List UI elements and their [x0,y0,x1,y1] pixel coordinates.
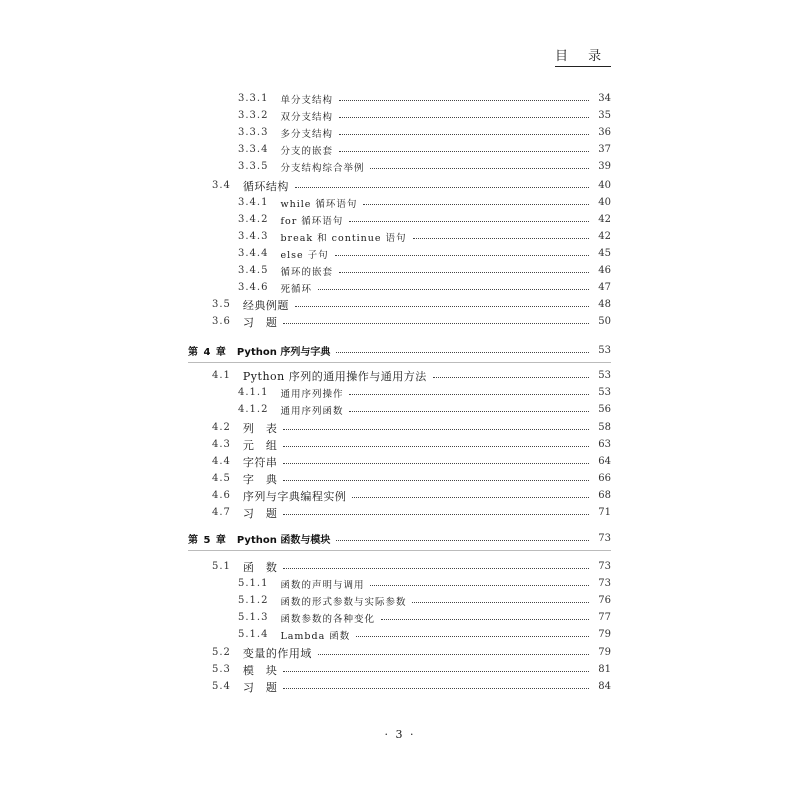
toc-dot-leader [318,289,589,290]
toc-dot-leader [283,429,589,430]
toc-entry-number: 4.2 [212,422,231,433]
toc-entry-page: 53 [598,387,611,398]
chapter-separator-line [188,362,611,363]
toc-entry-page: 77 [598,612,611,623]
toc-dot-leader [283,323,589,324]
toc-entry-title: 变量的作用域 [242,646,312,660]
toc-dot-leader [283,671,589,672]
toc-entry-number: 5.1.1 [238,578,269,589]
toc-dot-leader [349,221,589,222]
toc-subsection-entry [238,211,611,228]
toc-entry-number: 3.3.1 [238,93,269,104]
toc-subsection-entry [238,626,611,643]
toc-dot-leader [283,463,589,464]
toc-section-entry [212,470,611,487]
toc-entry-page: 73 [598,561,611,572]
toc-entry-title: Python 序列与字典 [236,347,331,358]
toc-subsection-entry [238,124,611,141]
toc-subsection-entry [238,609,611,626]
toc-entry-page: 63 [598,439,611,450]
toc-entry-number: 4.3 [212,439,231,450]
toc-subsection-entry [238,245,611,262]
toc-dot-leader [413,238,589,239]
toc-subsection-entry [238,158,611,175]
toc-entry-title: 双分支结构 [280,111,333,123]
toc-entry-page: 40 [598,180,611,191]
toc-entry-title: 循环结构 [242,179,289,193]
toc-subsection-entry [238,228,611,245]
toc-entry-title: 分支的嵌套 [280,145,333,157]
toc-entry-title: Python 序列的通用操作与通用方法 [242,369,427,383]
toc-entry-page: 45 [598,248,611,259]
toc-dot-leader [363,204,589,205]
toc-dot-leader [295,187,589,188]
toc-dot-leader [283,446,589,447]
toc-entry-title: 函数的形式参数与实际参数 [280,596,407,608]
toc-entry-page: 81 [598,664,611,675]
toc-entry-number: 3.4 [212,180,231,191]
toc-dot-leader [283,480,589,481]
toc-entry-page: 48 [598,299,611,310]
toc-dot-leader [370,585,589,586]
toc-entry-title: 函数的声明与调用 [280,579,365,591]
toc-entry-number: 3.5 [212,299,231,310]
toc-entry-title: 循环的嵌套 [280,266,333,278]
toc-subsection-entry [238,107,611,124]
toc-entry-page: 40 [598,197,611,208]
toc-section-entry [212,678,611,695]
toc-entry-number: 5.3 [212,664,231,675]
toc-dot-leader [356,636,589,637]
toc-section-entry [212,487,611,504]
toc-section-entry [212,296,611,313]
toc-entry-number: 5.2 [212,647,231,658]
toc-entry-number: 3.3.3 [238,127,269,138]
toc-entry-title: 分支结构综合举例 [280,162,365,174]
toc-section-entry [212,367,611,384]
toc-subsection-entry [238,262,611,279]
toc-entry-number: 3.4.1 [238,197,269,208]
page-number: · 3 · [384,728,416,741]
toc-section-entry [212,313,611,330]
toc-entry-number: 3.3.4 [238,144,269,155]
toc-entry-number: 4.5 [212,473,231,484]
toc-entry-page: 47 [598,282,611,293]
toc-section-entry [212,419,611,436]
toc-chapter-entry [188,530,611,547]
toc-subsection-entry [238,279,611,296]
toc-dot-leader [283,514,589,515]
toc-dot-leader [318,654,589,655]
toc-entry-page: 73 [598,578,611,589]
toc-entry-number: 第 4 章 [188,347,227,358]
toc-entry-title: 多分支结构 [280,128,333,140]
toc-entry-title: 函 数 [242,560,278,574]
toc-subsection-entry [238,592,611,609]
toc-subsection-entry [238,575,611,592]
toc-entry-title: Python 函数与模块 [236,535,331,546]
toc-entry-number: 5.1 [212,561,231,572]
toc-entry-page: 84 [598,681,611,692]
toc-entry-page: 46 [598,265,611,276]
toc-entry-number: 4.7 [212,507,231,518]
toc-section-entry [212,661,611,678]
toc-section-entry [212,644,611,661]
toc-dot-leader [283,568,589,569]
toc-entry-title: 元 组 [242,438,278,452]
toc-entry-page: 53 [598,370,611,381]
toc-dot-leader [339,117,589,118]
toc-entry-title: 模 块 [242,663,278,677]
toc-entry-title: 单分支结构 [280,94,333,106]
toc-entry-number: 4.6 [212,490,231,501]
toc-dot-leader [295,306,589,307]
toc-dot-leader [336,352,589,353]
toc-entry-number: 3.3.2 [238,110,269,121]
toc-entry-number: 3.3.5 [238,161,269,172]
toc-entry-number: 4.4 [212,456,231,467]
toc-entry-number: 第 5 章 [188,535,227,546]
toc-entry-page: 73 [598,533,611,544]
toc-entry-title: 经典例题 [242,298,289,312]
toc-entry-title: Lambda 函数 [280,630,351,642]
toc-entry-page: 34 [598,93,611,104]
toc-entry-number: 4.1.2 [238,404,269,415]
toc-entry-number: 3.4.2 [238,214,269,225]
toc-dot-leader [283,688,589,689]
toc-entry-title: 通用序列函数 [280,405,344,417]
toc-subsection-entry [238,141,611,158]
toc-entry-title: 字 典 [242,472,278,486]
toc-entry-page: 39 [598,161,611,172]
toc-dot-leader [352,497,589,498]
toc-section-entry [212,504,611,521]
toc-entry-page: 36 [598,127,611,138]
toc-entry-number: 4.1.1 [238,387,269,398]
toc-entry-number: 3.4.3 [238,231,269,242]
toc-entry-title: for 循环语句 [280,215,344,227]
toc-section-entry [212,558,611,575]
toc-dot-leader [349,394,589,395]
toc-dot-leader [370,168,589,169]
toc-entry-number: 3.6 [212,316,231,327]
toc-entry-title: 通用序列操作 [280,388,344,400]
toc-entry-number: 3.4.4 [238,248,269,259]
toc-dot-leader [339,151,589,152]
toc-entry-page: 64 [598,456,611,467]
toc-entry-number: 3.4.6 [238,282,269,293]
toc-subsection-entry [238,401,611,418]
toc-subsection-entry [238,194,611,211]
toc-entry-page: 56 [598,404,611,415]
toc-entry-title: 函数参数的各种变化 [280,613,375,625]
toc-entry-number: 4.1 [212,370,231,381]
toc-dot-leader [433,377,589,378]
toc-entry-title: 死循环 [280,283,312,295]
toc-entry-page: 42 [598,214,611,225]
toc-dot-leader [339,272,589,273]
toc-entry-page: 79 [598,647,611,658]
toc-entry-number: 5.4 [212,681,231,692]
toc-entry-title: 习 题 [242,315,278,329]
toc-entry-title: 习 题 [242,506,278,520]
toc-section-entry [212,436,611,453]
toc-entry-page: 79 [598,629,611,640]
toc-subsection-entry [238,384,611,401]
toc-entry-page: 76 [598,595,611,606]
toc-dot-leader [349,411,589,412]
toc-entry-title: 列 表 [242,421,278,435]
toc-dot-leader [335,255,589,256]
toc-entry-page: 35 [598,110,611,121]
toc-dot-leader [381,619,589,620]
toc-entry-title: else 子句 [280,249,329,261]
toc-dot-leader [336,540,589,541]
toc-entry-title: break 和 continue 语句 [280,232,407,244]
toc-entry-title: 习 题 [242,680,278,694]
toc-entry-title: 序列与字典编程实例 [242,489,347,503]
page-header-title: 目 录 [555,48,611,67]
toc-dot-leader [339,134,589,135]
toc-entry-page: 71 [598,507,611,518]
toc-entry-number: 5.1.3 [238,612,269,623]
chapter-separator-line [188,550,611,551]
toc-chapter-entry [188,342,611,359]
toc-entry-page: 66 [598,473,611,484]
toc-entry-title: 字符串 [242,455,278,469]
toc-dot-leader [412,602,589,603]
toc-entry-page: 53 [598,345,611,356]
toc-entry-title: while 循环语句 [280,198,358,210]
toc-section-entry [212,177,611,194]
toc-dot-leader [339,100,589,101]
toc-entry-page: 50 [598,316,611,327]
toc-entry-number: 5.1.4 [238,629,269,640]
toc-entry-page: 58 [598,422,611,433]
toc-entry-number: 5.1.2 [238,595,269,606]
toc-subsection-entry [238,90,611,107]
toc-entry-number: 3.4.5 [238,265,269,276]
toc-section-entry [212,453,611,470]
toc-entry-page: 37 [598,144,611,155]
toc-entry-page: 68 [598,490,611,501]
toc-entry-page: 42 [598,231,611,242]
